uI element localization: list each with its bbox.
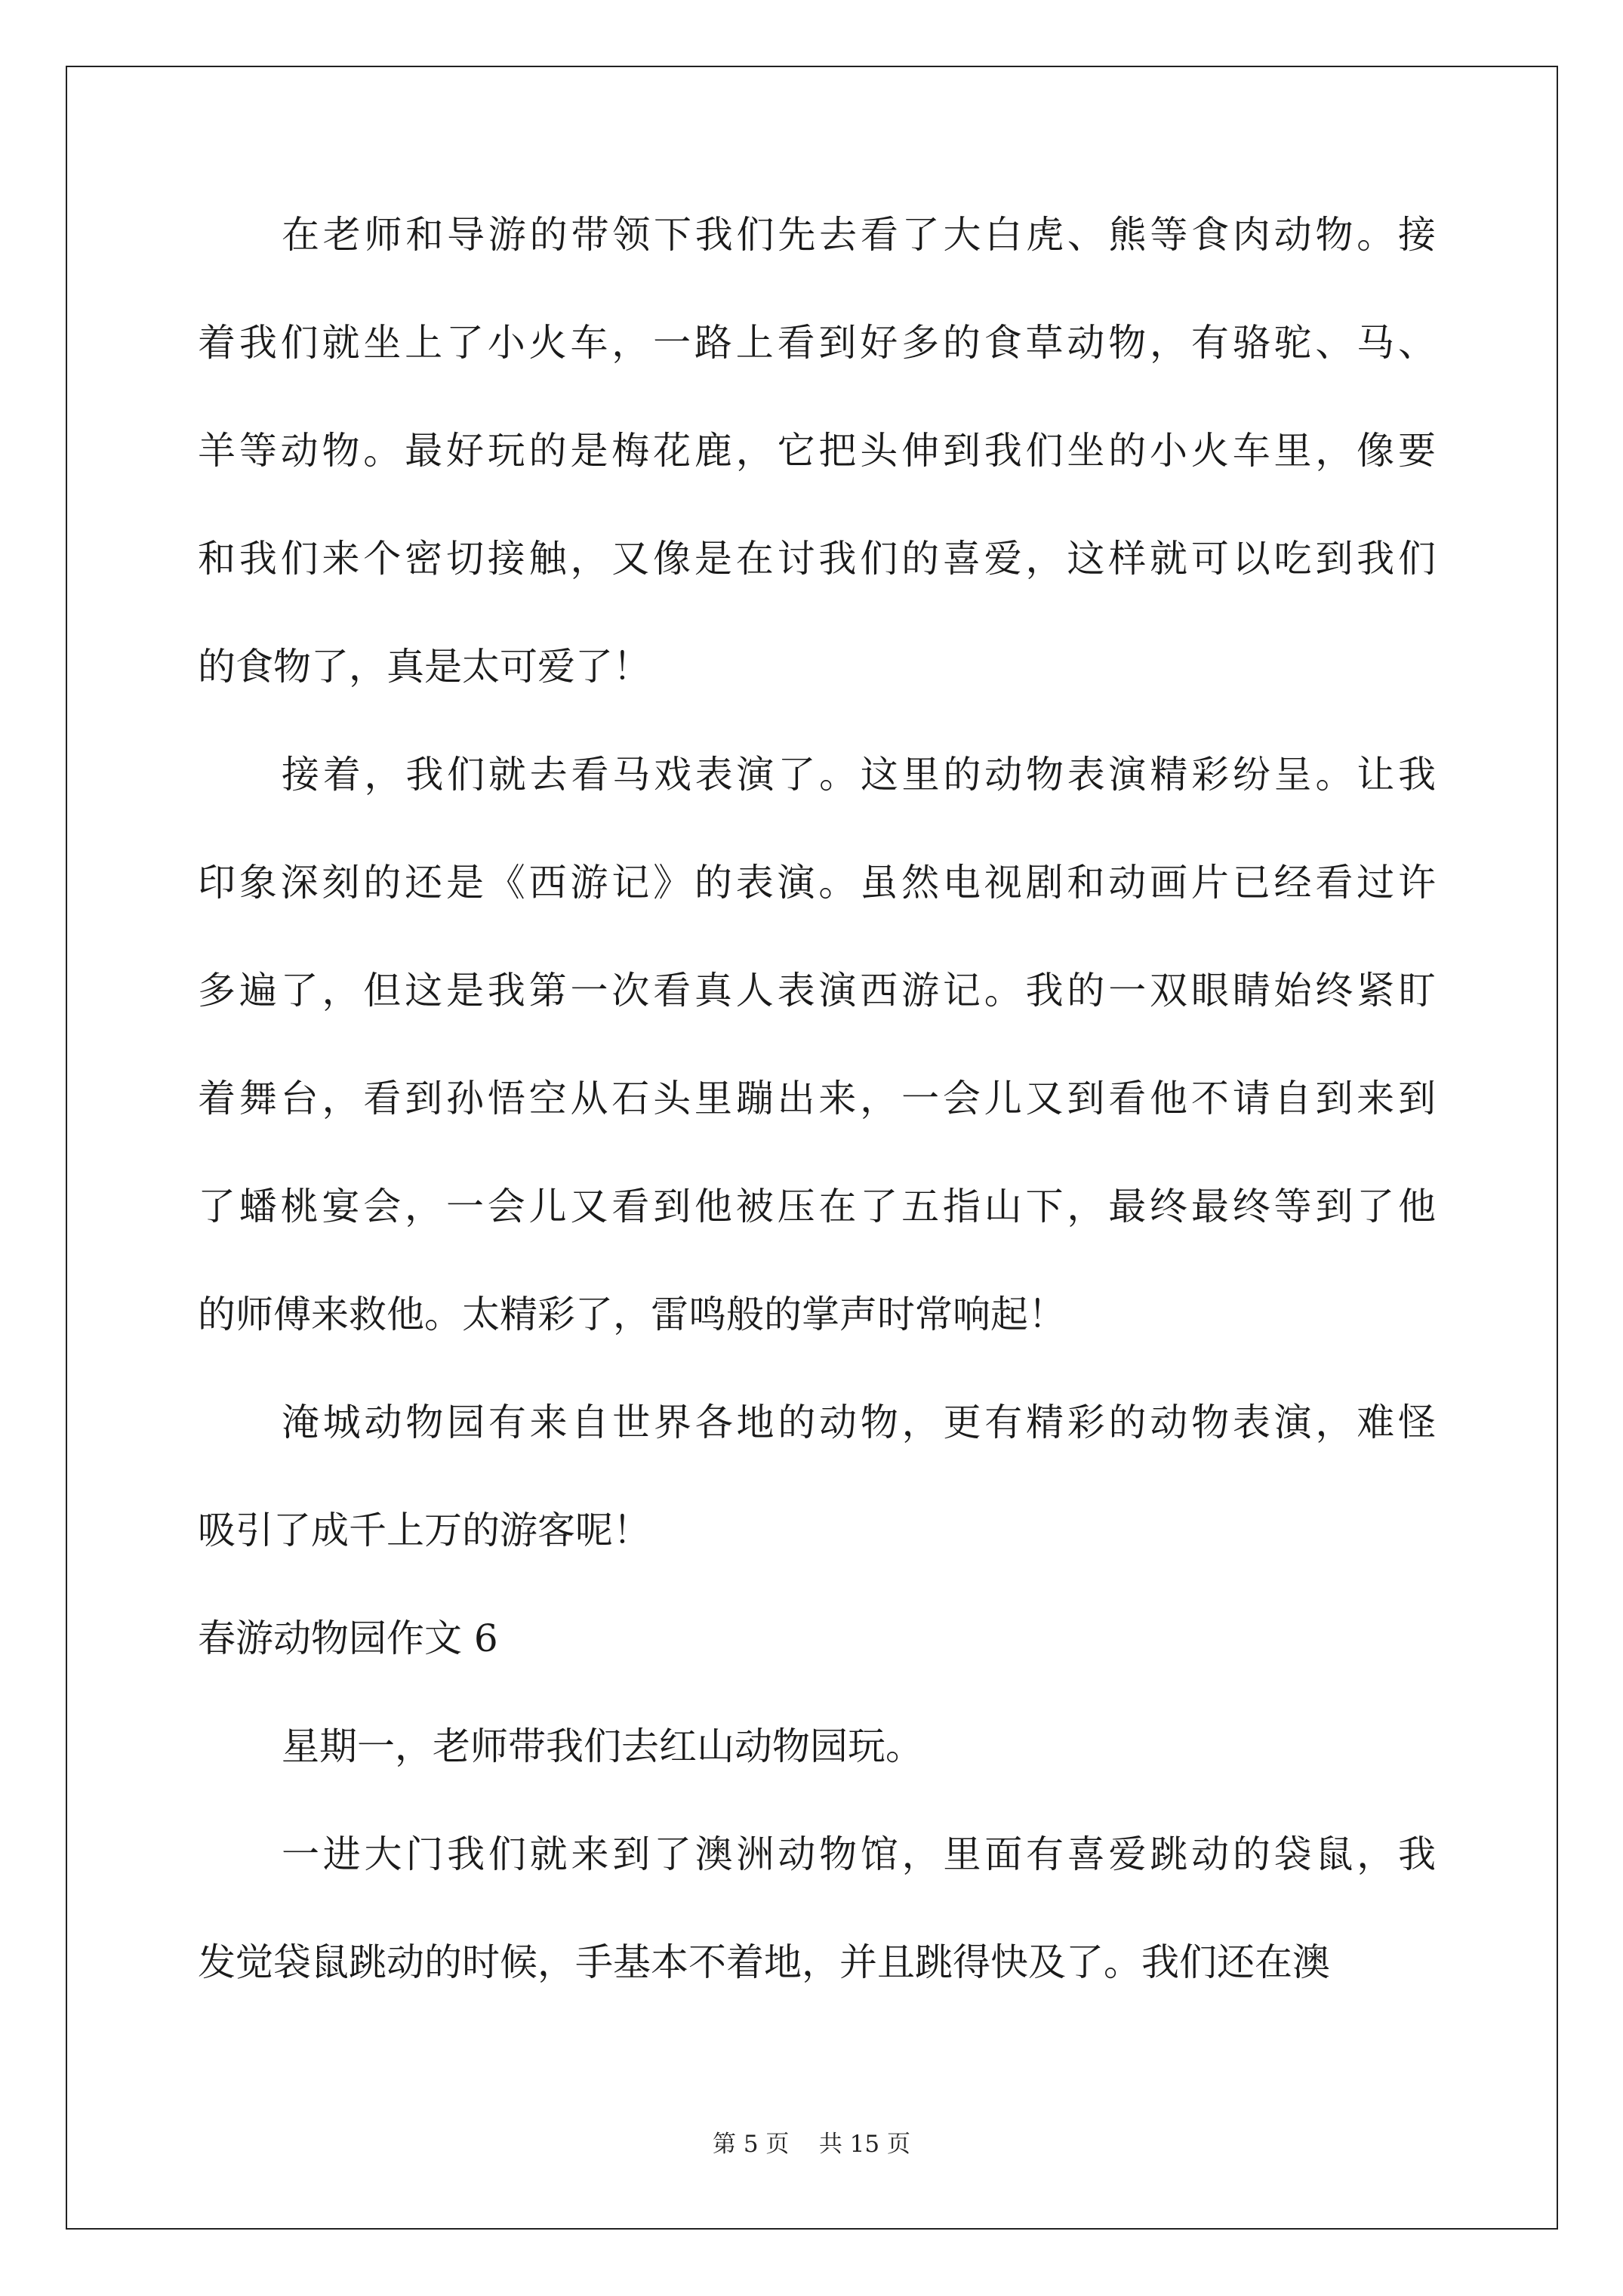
- paragraph-line: 在老师和导游的带领下我们先去看了大白虎、熊等食肉动物。接: [282, 213, 1436, 257]
- paragraph-line: 一进大门我们就来到了澳洲动物馆，里面有喜爱跳动的袋鼠，我: [282, 1832, 1436, 1876]
- paragraph-line: 的师傅来救他。太精彩了，雷鸣般的掌声时常响起！: [198, 1293, 1066, 1336]
- paragraph-line: 了蟠桃宴会，一会儿又看到他被压在了五指山下，最终最终等到了他: [198, 1185, 1436, 1228]
- paragraph-line: 着舞台，看到孙悟空从石头里蹦出来，一会儿又到看他不请自到来到: [198, 1077, 1436, 1120]
- section-heading: 春游动物园作文 6: [198, 1616, 498, 1660]
- paragraph-line: 淹城动物园有来自世界各地的动物，更有精彩的动物表演，难怪: [282, 1401, 1436, 1444]
- paragraph-line: 的食物了，真是太可爱了！: [198, 645, 651, 689]
- paragraph-line: 和我们来个密切接触，又像是在讨我们的喜爱，这样就可以吃到我们: [198, 537, 1436, 581]
- paragraph-line: 发觉袋鼠跳动的时候，手基本不着地，并且跳得快及了。我们还在澳: [198, 1940, 1330, 1984]
- document-body: [198, 213, 1436, 2051]
- paragraph-line: 羊等动物。最好玩的是梅花鹿，它把头伸到我们坐的小火车里，像要: [198, 429, 1436, 473]
- paragraph-line: 着我们就坐上了小火车，一路上看到好多的食草动物，有骆驼、马、: [198, 321, 1436, 365]
- page-number-footer: 第 5 页 共 15 页: [712, 2131, 910, 2158]
- paragraph-line: 接着，我们就去看马戏表演了。这里的动物表演精彩纷呈。让我: [282, 753, 1436, 797]
- paragraph-line: 吸引了成千上万的游客呢！: [198, 1509, 651, 1552]
- paragraph-line: 印象深刻的还是《西游记》的表演。虽然电视剧和动画片已经看过许: [198, 861, 1436, 905]
- paragraph-line: 星期一，老师带我们去红山动物园玩。: [282, 1724, 923, 1768]
- paragraph-line: 多遍了，但这是我第一次看真人表演西游记。我的一双眼睛始终紧盯: [198, 969, 1436, 1012]
